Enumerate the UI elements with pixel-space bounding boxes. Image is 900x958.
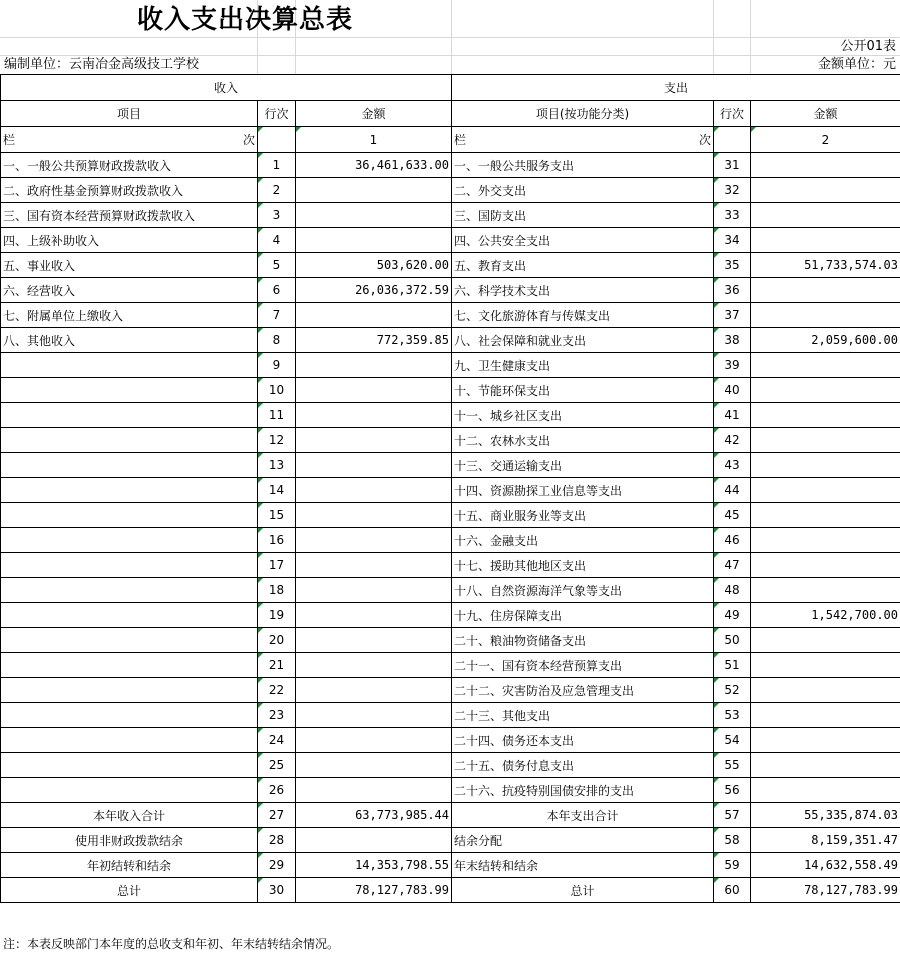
table-row [1,753,900,778]
expense-line-cell[interactable]: 50 [714,628,751,653]
income-summary-label[interactable]: 使用非财政拨款结余 [1,828,258,853]
budget-table [0,74,900,903]
expense-summary-label[interactable]: 结余分配 [452,828,714,853]
expense-item-cell[interactable]: 十九、住房保障支出 [452,603,714,628]
expense-line-cell[interactable]: 36 [714,278,751,303]
table-row [1,153,900,178]
expense-amount-cell[interactable] [751,578,900,603]
income-line-cell[interactable]: 24 [258,728,296,753]
table-row [1,328,900,353]
expense-amount-cell[interactable] [751,778,900,803]
table-row [1,378,900,403]
expense-line-cell[interactable]: 40 [714,378,751,403]
expense-amount-header[interactable]: 金额 [751,101,900,127]
expense-amount-cell[interactable] [751,378,900,403]
table-note: 注：本表反映部门本年度的总收支和年初、年末结转结余情况。 [3,937,340,951]
income-line-cell[interactable]: 11 [258,403,296,428]
table-row [1,478,900,503]
expense-line-cell[interactable]: 31 [714,153,751,178]
income-summary-amount[interactable]: 63,773,985.44 [296,803,452,828]
income-line-cell[interactable]: 12 [258,428,296,453]
expense-amount-cell[interactable] [751,203,900,228]
income-line-cell[interactable]: 3 [258,203,296,228]
income-summary-label[interactable]: 总计 [1,878,258,903]
table-row [1,553,900,578]
expense-amount-cell[interactable] [751,303,900,328]
expense-item-cell[interactable]: 一、一般公共服务支出 [452,153,714,178]
income-line-cell[interactable]: 20 [258,628,296,653]
ci-label: 次 [698,133,711,147]
table-row [1,353,900,378]
expense-item-cell[interactable]: 八、社会保障和就业支出 [452,328,714,353]
table-row [1,778,900,803]
table-row [1,453,900,478]
expense-item-cell[interactable]: 二十二、灾害防治及应急管理支出 [452,678,714,703]
income-item-cell[interactable] [1,728,258,753]
expense-line-cell[interactable]: 33 [714,203,751,228]
income-line-cell[interactable]: 18 [258,578,296,603]
expense-item-cell[interactable]: 十三、交通运输支出 [452,453,714,478]
income-line-cell[interactable]: 30 [258,878,296,903]
income-amount-cell[interactable] [296,303,452,328]
expense-item-cell[interactable]: 四、公共安全支出 [452,228,714,253]
income-item-cell[interactable] [1,503,258,528]
expense-line-cell[interactable]: 37 [714,303,751,328]
income-summary-amount[interactable] [296,828,452,853]
income-amount-cell[interactable] [296,178,452,203]
form-code: 公开01表 [840,39,896,54]
income-amount-cell[interactable] [296,228,452,253]
expense-lan-cell[interactable] [452,127,714,153]
income-amount-cell[interactable]: 36,461,633.00 [296,153,452,178]
expense-item-cell[interactable]: 十五、商业服务业等支出 [452,503,714,528]
income-line-cell[interactable]: 5 [258,253,296,278]
expense-item-cell[interactable]: 十二、农林水支出 [452,428,714,453]
income-item-cell[interactable] [1,628,258,653]
expense-item-cell[interactable]: 十七、援助其他地区支出 [452,553,714,578]
income-item-cell[interactable] [1,653,258,678]
income-item-cell[interactable] [1,753,258,778]
table-row [1,403,900,428]
expense-item-cell[interactable]: 十一、城乡社区支出 [452,403,714,428]
table-row [1,228,900,253]
income-line-cell[interactable]: 22 [258,678,296,703]
expense-summary-label[interactable]: 本年支出合计 [452,803,714,828]
summary-row [1,803,900,828]
income-amount-cell[interactable]: 503,620.00 [296,253,452,278]
expense-line-cell[interactable]: 57 [714,803,751,828]
income-amount-header[interactable]: 金额 [296,101,452,127]
expense-line-cell[interactable]: 46 [714,528,751,553]
expense-line-cell[interactable]: 55 [714,753,751,778]
income-summary-amount[interactable]: 78,127,783.99 [296,878,452,903]
income-line-cell[interactable]: 13 [258,453,296,478]
income-amount-cell[interactable] [296,628,452,653]
income-summary-amount[interactable]: 14,353,798.55 [296,853,452,878]
income-line-cell[interactable]: 25 [258,753,296,778]
expense-line-cell[interactable]: 44 [714,478,751,503]
expense-line-cell[interactable]: 52 [714,678,751,703]
expense-summary-amount[interactable]: 55,335,874.03 [751,803,900,828]
expense-line-cell[interactable]: 32 [714,178,751,203]
expense-item-cell[interactable]: 二十六、抗疫特别国债安排的支出 [452,778,714,803]
expense-item-cell[interactable]: 十八、自然资源海洋气象等支出 [452,578,714,603]
income-item-cell[interactable] [1,353,258,378]
income-item-cell[interactable]: 八、其他收入 [1,328,258,353]
income-line-cell[interactable]: 4 [258,228,296,253]
income-line-cell[interactable]: 2 [258,178,296,203]
income-amount-cell[interactable] [296,428,452,453]
expense-item-cell[interactable]: 十、节能环保支出 [452,378,714,403]
summary-row [1,828,900,853]
expense-line-cell[interactable]: 54 [714,728,751,753]
income-item-header[interactable]: 项目 [1,101,258,127]
income-item-cell[interactable] [1,703,258,728]
expense-amount-cell[interactable] [751,453,900,478]
expense-amount-cell[interactable]: 2,059,600.00 [751,328,900,353]
table-row [1,678,900,703]
expense-amount-cell[interactable] [751,428,900,453]
income-amount-cell[interactable] [296,728,452,753]
summary-row [1,878,900,903]
income-item-cell[interactable] [1,428,258,453]
income-col-number[interactable]: 1 [296,127,452,153]
income-line-cell[interactable]: 26 [258,778,296,803]
income-item-cell[interactable]: 一、一般公共预算财政拨款收入 [1,153,258,178]
expense-amount-cell[interactable] [751,553,900,578]
income-item-cell[interactable] [1,578,258,603]
expense-amount-cell[interactable] [751,153,900,178]
income-item-cell[interactable] [1,528,258,553]
expense-line-cell[interactable]: 60 [714,878,751,903]
income-line-cell[interactable]: 17 [258,553,296,578]
expense-amount-cell[interactable] [751,403,900,428]
income-amount-cell[interactable] [296,653,452,678]
income-amount-cell[interactable] [296,778,452,803]
income-line-cell[interactable]: 29 [258,853,296,878]
table-row [1,578,900,603]
expense-item-cell[interactable]: 二十一、国有资本经营预算支出 [452,653,714,678]
expense-summary-amount[interactable]: 8,159,351.47 [751,828,900,853]
income-item-cell[interactable] [1,603,258,628]
expense-item-cell[interactable]: 二、外交支出 [452,178,714,203]
expense-line-cell[interactable]: 43 [714,453,751,478]
expense-line-cell[interactable]: 38 [714,328,751,353]
income-item-cell[interactable] [1,678,258,703]
expense-amount-cell[interactable] [751,753,900,778]
expense-summary-amount[interactable]: 78,127,783.99 [751,878,900,903]
income-line-cell[interactable]: 14 [258,478,296,503]
income-amount-cell[interactable] [296,503,452,528]
income-line-cell[interactable]: 27 [258,803,296,828]
income-amount-cell[interactable]: 26,036,372.59 [296,278,452,303]
income-line-cell[interactable]: 1 [258,153,296,178]
income-line-cell[interactable]: 9 [258,353,296,378]
expense-amount-cell[interactable] [751,728,900,753]
income-amount-cell[interactable] [296,528,452,553]
income-item-cell[interactable]: 五、事业收入 [1,253,258,278]
expense-amount-cell[interactable] [751,228,900,253]
table-row [1,278,900,303]
expense-line-blank[interactable] [714,127,751,153]
expense-line-cell[interactable]: 45 [714,503,751,528]
table-row [1,628,900,653]
expense-amount-cell[interactable] [751,703,900,728]
expense-line-cell[interactable]: 53 [714,703,751,728]
page-title: 收入支出决算总表 [136,5,353,35]
expense-line-cell[interactable]: 34 [714,228,751,253]
income-amount-cell[interactable] [296,678,452,703]
table-row [1,428,900,453]
income-line-cell[interactable]: 15 [258,503,296,528]
expense-col-number[interactable]: 2 [751,127,900,153]
currency-unit: 金额单位：元 [817,57,896,72]
income-amount-cell[interactable] [296,703,452,728]
income-amount-cell[interactable] [296,578,452,603]
income-amount-cell[interactable] [296,353,452,378]
income-line-cell[interactable]: 8 [258,328,296,353]
expense-item-cell[interactable]: 二十、粮油物资储备支出 [452,628,714,653]
expense-amount-cell[interactable] [751,528,900,553]
income-summary-label[interactable]: 本年收入合计 [1,803,258,828]
lan-label: 栏 [3,133,16,147]
expense-line-cell[interactable]: 48 [714,578,751,603]
expense-item-cell[interactable]: 二十三、其他支出 [452,703,714,728]
income-amount-cell[interactable] [296,203,452,228]
lan-label: 栏 [454,133,467,147]
income-item-cell[interactable] [1,453,258,478]
expense-item-cell[interactable]: 七、文化旅游体育与传媒支出 [452,303,714,328]
expense-item-cell[interactable]: 十六、金融支出 [452,528,714,553]
table-row [1,703,900,728]
expense-item-cell[interactable]: 九、卫生健康支出 [452,353,714,378]
expense-line-cell[interactable]: 41 [714,403,751,428]
income-item-cell[interactable] [1,403,258,428]
expense-amount-cell[interactable] [751,353,900,378]
income-summary-label[interactable]: 年初结转和结余 [1,853,258,878]
table-row [1,728,900,753]
income-amount-cell[interactable] [296,753,452,778]
table-row [1,178,900,203]
expense-item-cell[interactable]: 六、科学技术支出 [452,278,714,303]
ci-label: 次 [242,133,255,147]
expense-amount-cell[interactable] [751,628,900,653]
income-item-cell[interactable] [1,553,258,578]
income-line-cell[interactable]: 16 [258,528,296,553]
expense-summary-amount[interactable]: 14,632,558.49 [751,853,900,878]
expense-line-cell[interactable]: 58 [714,828,751,853]
expense-line-cell[interactable]: 42 [714,428,751,453]
expense-amount-cell[interactable] [751,678,900,703]
income-item-cell[interactable] [1,478,258,503]
income-line-blank[interactable] [258,127,296,153]
income-lan-cell[interactable] [1,127,258,153]
income-amount-cell[interactable]: 772,359.85 [296,328,452,353]
income-line-cell[interactable]: 10 [258,378,296,403]
expense-line-cell[interactable]: 51 [714,653,751,678]
table-row [1,203,900,228]
expense-amount-cell[interactable] [751,503,900,528]
expense-amount-cell[interactable]: 51,733,574.03 [751,253,900,278]
income-line-cell[interactable]: 23 [258,703,296,728]
income-header[interactable]: 收入 [1,75,452,101]
income-amount-cell[interactable] [296,553,452,578]
expense-summary-label[interactable]: 总计 [452,878,714,903]
expense-item-cell[interactable]: 二十四、债务还本支出 [452,728,714,753]
income-item-cell[interactable]: 三、国有资本经营预算财政拨款收入 [1,203,258,228]
income-item-cell[interactable] [1,778,258,803]
expense-header[interactable]: 支出 [452,75,900,101]
expense-amount-cell[interactable] [751,178,900,203]
expense-item-header[interactable]: 项目(按功能分类) [452,101,714,127]
income-line-cell[interactable]: 6 [258,278,296,303]
table-row [1,603,900,628]
income-amount-cell[interactable] [296,378,452,403]
income-line-cell[interactable]: 7 [258,303,296,328]
expense-line-cell[interactable]: 47 [714,553,751,578]
expense-line-cell[interactable]: 56 [714,778,751,803]
expense-amount-cell[interactable] [751,653,900,678]
expense-amount-cell[interactable] [751,478,900,503]
expense-line-cell[interactable]: 49 [714,603,751,628]
reporting-unit: 编制单位：云南冶金高级技工学校 [4,57,200,72]
table-row [1,528,900,553]
expense-amount-cell[interactable]: 1,542,700.00 [751,603,900,628]
income-item-cell[interactable] [1,378,258,403]
income-line-cell[interactable]: 28 [258,828,296,853]
table-row [1,253,900,278]
expense-amount-cell[interactable] [751,278,900,303]
income-amount-cell[interactable] [296,403,452,428]
income-amount-cell[interactable] [296,453,452,478]
income-line-header[interactable]: 行次 [258,101,296,127]
expense-item-cell[interactable]: 三、国防支出 [452,203,714,228]
expense-line-cell[interactable]: 35 [714,253,751,278]
table-row [1,653,900,678]
income-item-cell[interactable]: 六、经营收入 [1,278,258,303]
expense-item-cell[interactable]: 二十五、债务付息支出 [452,753,714,778]
income-line-cell[interactable]: 21 [258,653,296,678]
income-amount-cell[interactable] [296,478,452,503]
income-line-cell[interactable]: 19 [258,603,296,628]
expense-item-cell[interactable]: 十四、资源勘探工业信息等支出 [452,478,714,503]
expense-line-header[interactable]: 行次 [714,101,751,127]
income-item-cell[interactable]: 二、政府性基金预算财政拨款收入 [1,178,258,203]
income-amount-cell[interactable] [296,603,452,628]
income-item-cell[interactable]: 七、附属单位上缴收入 [1,303,258,328]
expense-item-cell[interactable]: 五、教育支出 [452,253,714,278]
table-row [1,503,900,528]
income-item-cell[interactable]: 四、上级补助收入 [1,228,258,253]
expense-line-cell[interactable]: 39 [714,353,751,378]
table-row [1,303,900,328]
expense-summary-label[interactable]: 年末结转和结余 [452,853,714,878]
summary-row [1,853,900,878]
expense-line-cell[interactable]: 59 [714,853,751,878]
